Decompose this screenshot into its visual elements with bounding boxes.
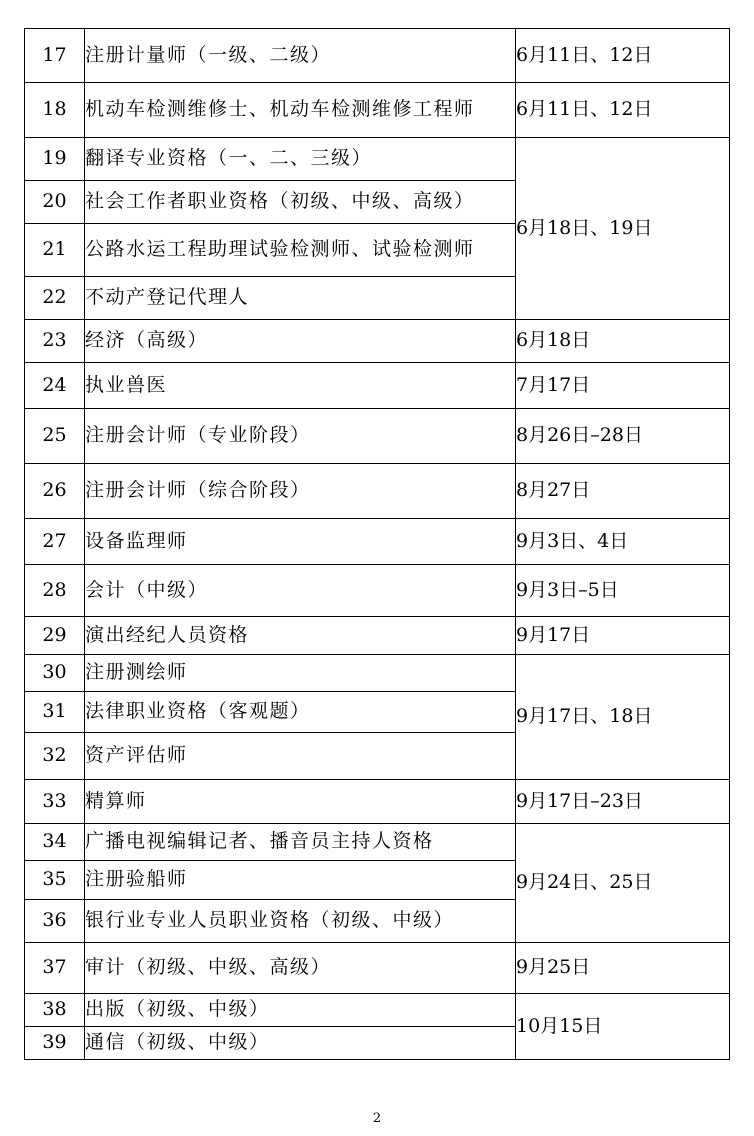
row-number: 26 <box>25 464 85 519</box>
table-row <box>25 409 730 464</box>
row-number: 21 <box>25 224 85 277</box>
exam-date: 6月11日、12日 <box>516 29 730 83</box>
exam-date: 7月17日 <box>516 363 730 409</box>
exam-date: 9月3日–5日 <box>516 565 730 617</box>
exam-date: 9月17日 <box>516 617 730 655</box>
table-row <box>25 138 730 181</box>
table-row <box>25 363 730 409</box>
exam-name: 广播电视编辑记者、播音员主持人资格 <box>85 824 516 861</box>
row-number: 29 <box>25 617 85 655</box>
row-number: 24 <box>25 363 85 409</box>
row-number: 27 <box>25 519 85 565</box>
page-number: 2 <box>372 1111 382 1126</box>
table-row <box>25 320 730 363</box>
exam-name: 注册计量师（一级、二级） <box>85 29 516 83</box>
exam-name: 法律职业资格（客观题） <box>85 692 516 733</box>
row-number: 35 <box>25 861 85 900</box>
row-number: 38 <box>25 994 85 1027</box>
exam-date: 9月17日、18日 <box>516 655 730 780</box>
table-row <box>25 824 730 861</box>
exam-name: 经济（高级） <box>85 320 516 363</box>
exam-name: 审计（初级、中级、高级） <box>85 943 516 994</box>
exam-name: 注册会计师（专业阶段） <box>85 409 516 464</box>
row-number: 25 <box>25 409 85 464</box>
row-number: 39 <box>25 1027 85 1060</box>
exam-name: 注册会计师（综合阶段） <box>85 464 516 519</box>
table-row <box>25 464 730 519</box>
row-number: 36 <box>25 900 85 943</box>
table-row <box>25 655 730 692</box>
row-number: 37 <box>25 943 85 994</box>
exam-name: 出版（初级、中级） <box>85 994 516 1027</box>
table-row <box>25 994 730 1027</box>
table-row <box>25 943 730 994</box>
exam-name: 社会工作者职业资格（初级、中级、高级） <box>85 181 516 224</box>
row-number: 23 <box>25 320 85 363</box>
exam-name: 会计（中级） <box>85 565 516 617</box>
exam-name: 精算师 <box>85 780 516 824</box>
exam-name: 注册测绘师 <box>85 655 516 692</box>
exam-name: 资产评估师 <box>85 733 516 780</box>
exam-date: 9月24日、25日 <box>516 824 730 943</box>
exam-date: 10月15日 <box>516 994 730 1060</box>
row-number: 28 <box>25 565 85 617</box>
row-number: 32 <box>25 733 85 780</box>
exam-date: 6月11日、12日 <box>516 83 730 138</box>
table-row <box>25 29 730 83</box>
exam-name: 设备监理师 <box>85 519 516 565</box>
exam-name: 银行业专业人员职业资格（初级、中级） <box>85 900 516 943</box>
table-row <box>25 617 730 655</box>
exam-date: 8月26日–28日 <box>516 409 730 464</box>
exam-name: 通信（初级、中级） <box>85 1027 516 1060</box>
exam-date: 9月3日、4日 <box>516 519 730 565</box>
exam-name: 不动产登记代理人 <box>85 277 516 320</box>
row-number: 19 <box>25 138 85 181</box>
exam-date: 6月18日 <box>516 320 730 363</box>
exam-name: 注册验船师 <box>85 861 516 900</box>
exam-date: 9月17日–23日 <box>516 780 730 824</box>
table-row <box>25 780 730 824</box>
exam-date: 9月25日 <box>516 943 730 994</box>
row-number: 34 <box>25 824 85 861</box>
exam-date: 8月27日 <box>516 464 730 519</box>
table-row <box>25 83 730 138</box>
exam-name: 执业兽医 <box>85 363 516 409</box>
row-number: 30 <box>25 655 85 692</box>
exam-name: 机动车检测维修士、机动车检测维修工程师 <box>85 83 516 138</box>
row-number: 20 <box>25 181 85 224</box>
exam-schedule-table <box>24 28 730 1060</box>
table-row <box>25 519 730 565</box>
table-row <box>25 565 730 617</box>
exam-name: 公路水运工程助理试验检测师、试验检测师 <box>85 224 516 277</box>
row-number: 33 <box>25 780 85 824</box>
row-number: 18 <box>25 83 85 138</box>
row-number: 31 <box>25 692 85 733</box>
exam-date: 6月18日、19日 <box>516 138 730 320</box>
row-number: 17 <box>25 29 85 83</box>
row-number: 22 <box>25 277 85 320</box>
exam-name: 演出经纪人员资格 <box>85 617 516 655</box>
exam-name: 翻译专业资格（一、二、三级） <box>85 138 516 181</box>
